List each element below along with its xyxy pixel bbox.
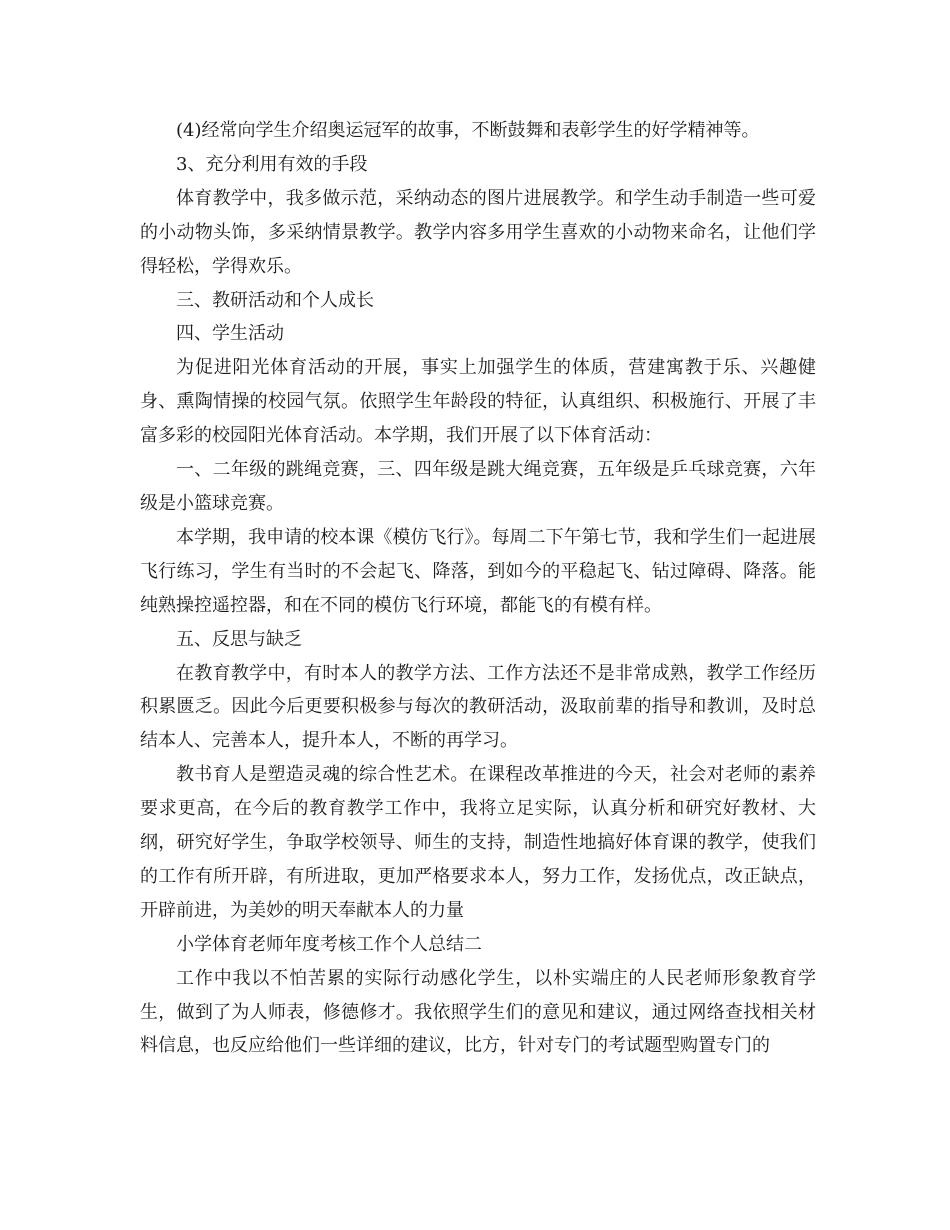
paragraph-10: 在教育教学中，有时本人的教学方法、工作方法还不是非常成熟，教学工作经历积累匮乏。因此今后更要积极参与每次的教研活动，汲取前辈的指导和教训，及时总结本人、完善本人，提升本人，不断的再学习。 (140, 662, 816, 752)
paragraph-7: 一、二年级的跳绳竞赛，三、四年级是跳大绳竞赛，五年级是乒乓球竞赛，六年级是小篮球竞赛。 (140, 459, 816, 514)
section-heading-3: 三、教研活动和个人成长 (176, 289, 374, 311)
heading-3: 3、充分利用有效的手段 (176, 153, 368, 175)
document-subtitle: 小学体育老师年度考核工作个人总结二 (176, 933, 482, 955)
paragraph-6: 为促进阳光体育活动的开展，事实上加强学生的体质，营建寓教于乐、兴趣健身、熏陶情操的校园气氛。依照学生年龄段的特征，认真组织、积极施行、开展了丰富多彩的校园阳光体育活动。本学期，我们开展了以下体育活动： (140, 357, 816, 447)
section-heading-4: 四、学生活动 (176, 323, 284, 345)
paragraph-3: 体育教学中，我多做示范，采纳动态的图片进展教学。和学生动手制造一些可爱的小动物头饰，多采纳情景教学。教学内容多用学生喜欢的小动物来命名，让他们学得轻松，学得欢乐。 (140, 187, 816, 277)
paragraph-11: 教书育人是塑造灵魂的综合性艺术。在课程改革推进的今天，社会对老师的素养要求更高，在今后的教育教学工作中，我将立足实际，认真分析和研究好教材、大纲，研究好学生，争取学校领导、师生的支持，制造性地搞好体育课的教学，使我们的工作有所开辟，有所进取，更加严格要求本人，努力工作，发扬优点，改正缺点，开辟前进，为美妙的明天奉献本人的力量 (140, 764, 816, 921)
document-body (140, 114, 816, 1063)
paragraph-13: 工作中我以不怕苦累的实际行动感化学生，以朴实端庄的人民老师形象教育学生，做到了为人师表，修德修才。我依照学生们的意见和建议，通过网络查找相关材料信息，也反应给他们一些详细的建议，比方，针对专门的考试题型购置专门的 (140, 967, 816, 1057)
section-heading-5: 五、反思与缺乏 (176, 628, 302, 650)
paragraph-1: (4)经常向学生介绍奥运冠军的故事，不断鼓舞和表彰学生的好学精神等。 (176, 120, 760, 141)
paragraph-8: 本学期，我申请的校本课《模仿飞行》。每周二下午第七节，我和学生们一起进展飞行练习，学生有当时的不会起飞、降落，到如今的平稳起飞、钻过障碍、降落。能纯熟操控遥控器，和在不同的模仿飞行环境，都能飞的有模有样。 (140, 526, 816, 616)
